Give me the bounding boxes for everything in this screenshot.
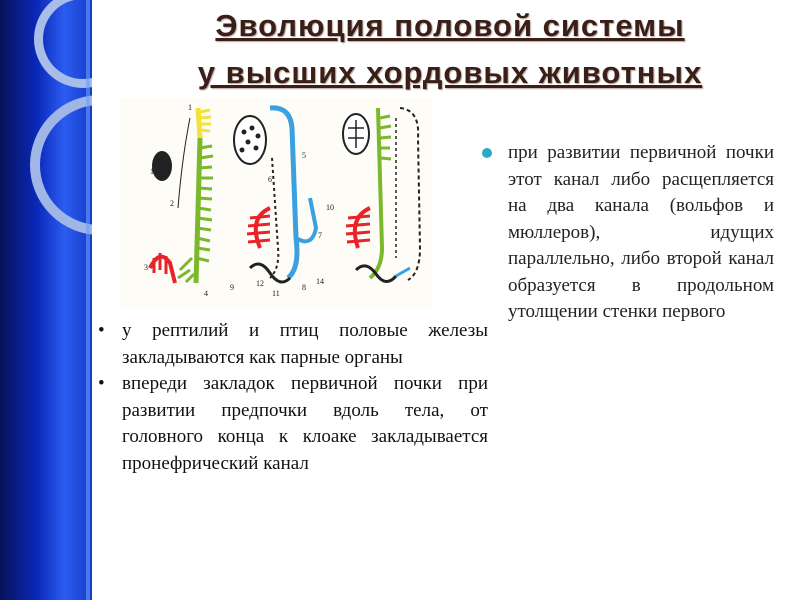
gonad-shape: [152, 151, 172, 181]
list-item: [478, 140, 774, 326]
figure-label: 6: [268, 175, 272, 184]
decorative-stripe: [86, 0, 90, 600]
figure-label: 1: [188, 103, 192, 112]
wolffian-duct: [400, 108, 420, 280]
duct-line: [178, 118, 190, 208]
figure-label: 3: [144, 263, 148, 272]
mullerian-duct-blue: [270, 108, 297, 278]
gonad-outline: [234, 116, 266, 164]
figure-label: 12: [256, 279, 264, 288]
panel-2: [234, 108, 316, 282]
bullet-dot-icon: [482, 148, 492, 158]
figure-label: 7: [318, 231, 322, 240]
figure-label: 2: [170, 199, 174, 208]
list-item-text: у рептилий и птиц половые железы закладываются как парные органы: [122, 320, 488, 368]
list-item-text: при развитии первичной почки этот канал либо расщепляется на два канала (вольфов и мюллеров), идущих параллельно, либо второй канал образуется в продольном утолщении стенки первого: [508, 142, 774, 322]
decorative-side-band: [0, 0, 92, 600]
panel-3: [343, 108, 420, 282]
figure-label: 13: [150, 167, 158, 176]
metanephros-red: [150, 253, 175, 283]
decorative-ring: [34, 0, 92, 88]
figure-label: 4: [204, 289, 208, 298]
mesonephros-green: [370, 108, 382, 278]
bullet-icon: •: [98, 320, 105, 341]
urogenital-evolution-figure: [120, 98, 432, 308]
figure-label: 5: [302, 151, 306, 160]
figure-label: 11: [272, 289, 280, 298]
title-line-2: у высших хордовых животных: [197, 55, 703, 90]
pronephros-yellow: [198, 108, 211, 138]
title-line-1: Эволюция половой системы: [215, 8, 685, 43]
figure-drawing: [120, 98, 432, 308]
decorative-ring: [30, 95, 92, 235]
slide-title: [100, 2, 800, 96]
figure-label: 14: [316, 277, 324, 286]
figure-label: 9: [230, 283, 234, 292]
list-item: [96, 318, 488, 371]
list-item-text: впереди закладок первичной почки при развитии предпочки вдоль тела, от головного конца к клоаке закладывается пронефрический канал: [122, 373, 488, 474]
right-bullet-list: [478, 140, 774, 326]
left-bullet-list: [96, 318, 488, 477]
bullet-icon: •: [98, 373, 105, 394]
figure-label: 8: [302, 283, 306, 292]
list-item: [96, 371, 488, 477]
figure-label: 10: [326, 203, 334, 212]
